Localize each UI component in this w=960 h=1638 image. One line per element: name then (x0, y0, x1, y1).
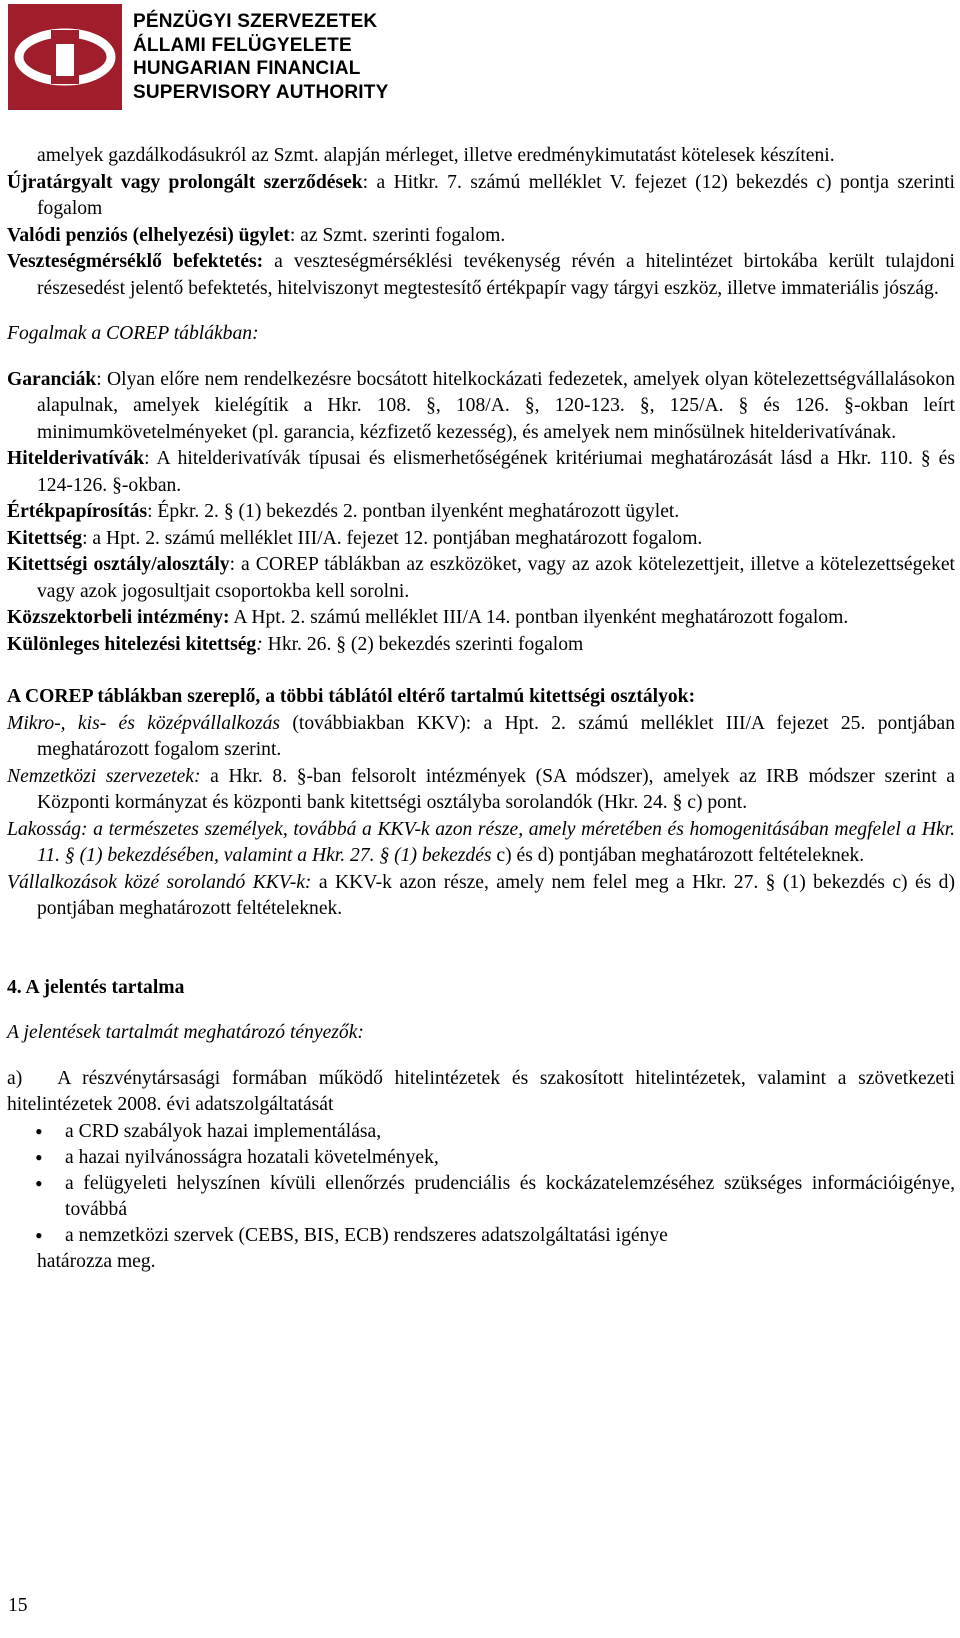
definition-kozszektorbeli (7, 605, 955, 632)
class-term: Vállalkozások közé sorolandó KKV-k: (7, 871, 312, 893)
definition-text: : a Hpt. 2. számú melléklet III/A. fejezet 12. pontjában meghatározott fogalom. (82, 527, 703, 549)
definition-colon: : (256, 633, 263, 655)
organization-name (133, 10, 388, 104)
section-4-heading: 4. A jelentés tartalma (7, 976, 185, 998)
definition-text: : Épkr. 2. § (1) bekezdés 2. pontban ilyenként meghatározott ügylet. (147, 501, 680, 522)
section-heading-classes: A COREP táblákban szereplő, a többi táblától eltérő tartalmú kitettségi osztályok: (7, 686, 696, 707)
class-term: Nemzetközi szervezetek: (7, 765, 201, 787)
logo-mark-icon (8, 4, 122, 110)
definition-term: Újratárgyalt vagy prolongált szerződések (7, 171, 363, 193)
org-name-line: ÁLLAMI FELÜGYELETE (133, 34, 352, 56)
org-name-line: SUPERVISORY AUTHORITY (133, 81, 389, 103)
definition-term: Kitettség (7, 527, 83, 549)
class-text: a Hkr. 8. §-ban felsorolt intézmények (SA módszer), amelyek az IRB módszer szerint a Központi kormányzat és központi bank kitettségi osztályba sorolandók (Hkr. 24. § c) pont. (37, 765, 955, 813)
definition-term: Valódi penziós (elhelyezési) ügylet (7, 224, 290, 246)
definition-kitettsegi-osztaly (7, 552, 955, 605)
definition-continuation: amelyek gazdálkodásukról az Szmt. alapján mérleget, illetve eredménykimutatást kötelesek készíteni. (37, 145, 835, 166)
definition-vesztesegmersreklo (7, 249, 955, 302)
section-heading-corep: Fogalmak a COREP táblákban: (7, 323, 259, 344)
class-term: Mikro-, kis- és középvállalkozás (7, 712, 281, 734)
definition-text: a veszteségmérséklési tevékenység révén a hitelintézet birtokába került tulajdoni részesedést jelentő befektetés, hitelviszonyt megtestesítő értékpapír vagy tárgyi eszköz, illetve immateriális jószág. (37, 251, 955, 299)
definition-term: Közszektorbeli intézmény: (7, 607, 230, 628)
definition-text: : a Hitkr. 7. számú melléklet V. fejezet (12) bekezdés c) pontja szerinti fogalom (37, 171, 956, 219)
list-item: • a CRD szabályok hazai implementálása, (7, 1119, 955, 1145)
definition-term: Veszteségmérséklő befektetés: (7, 251, 264, 272)
definition-kulonleges (7, 632, 955, 659)
definition-text: : az Szmt. szerinti fogalom. (289, 224, 506, 246)
class-nemzetkozi (7, 764, 955, 817)
org-name-line: PÉNZÜGYI SZERVEZETEK (133, 11, 378, 32)
definition-text: : a COREP táblákban az eszközöket, vagy az azok kötelezettjeit, illetve a kötelezettségeket vagy azok jogosultjait csoportokba kell sorolni. (37, 554, 956, 602)
org-name-line: HUNGARIAN FINANCIAL (133, 58, 361, 79)
list-item: • a felügyeleti helyszínen kívüli ellenőrzés prudenciális és kockázatelemzéséhez szükséges információigénye, továbbá (7, 1171, 955, 1223)
definition-term: Garanciák (7, 368, 97, 390)
page-number: 15 (8, 1595, 28, 1616)
class-mikro (7, 711, 955, 764)
section-4-subheading: A jelentések tartalmát meghatározó tényezők: (7, 1022, 364, 1043)
definition-term: Hitelderivatívák (7, 448, 145, 469)
definition-ertekpapirositas (7, 499, 955, 526)
class-text: a KKV-k azon része, amely nem felel meg a Hkr. 27. § (1) bekezdés c) és d) pontjában meghatározott feltételeknek. (37, 871, 955, 919)
definition-garanciak (7, 367, 955, 447)
document-body (7, 143, 955, 1275)
list-item: • a hazai nyilvánosságra hozatali követelmények, (7, 1145, 955, 1171)
definition-text: A Hpt. 2. számú melléklet III/A 14. pontban ilyenként meghatározott fogalom. (229, 607, 849, 628)
definition-hitelderivativak (7, 446, 955, 499)
class-vallalkozasok (7, 870, 955, 923)
definition-text: : Olyan előre nem rendelkezésre bocsátott hitelkockázati fedezetek, amelyek olyan kötelezettségvállalásokon alapulnak, amelyek kielégítik a Hkr. 108. §, 108/A. §, 120-123. §, 125/A. § és 126. §-okban leírt minimumkövetelményeket (pl. garancia, kézfizető kezesség), és amelyek nem minősülnek hitelderivatívának. (37, 368, 955, 443)
psza-logo-icon (8, 4, 122, 110)
definition-text: : A hitelderivatívák típusai és elismerhetőségének kritériumai meghatározását lásd a Hkr. 110. § és 124-126. §-okban. (37, 448, 955, 496)
definition-term: Különleges hitelezési kitettség (7, 633, 257, 655)
definition-text: Hkr. 26. § (2) bekezdés szerinti fogalom (262, 633, 584, 655)
closing-text: határozza meg. (37, 1250, 156, 1272)
definition-valodi-penzios (7, 223, 955, 250)
class-lakossag (7, 817, 955, 870)
class-text: (továbbiakban KKV): a Hpt. 2. számú melléklet III/A fejezet 25. pontjában meghatározott fogalom szerint. (37, 712, 955, 760)
class-term: Lakosság: a természetes személyek, továbbá a KKV-k azon része, amely méretében és homogenitásában megfelel a Hkr. 11. § (1) bekezdésében, valamint a Hkr. 27. § (1) bekezdés (7, 818, 955, 866)
list-item: • a nemzetközi szervek (CEBS, BIS, ECB) rendszeres adatszolgáltatási igénye (7, 1223, 955, 1249)
paragraph-a: a) A részvénytársasági formában működő hitelintézetek és szakosított hitelintézetek, valamint a szövetkezeti hitelintézetek 2008. évi adatszolgáltatását (7, 1067, 955, 1115)
definition-term: Értékpapírosítás (7, 501, 148, 522)
definition-ujratargyalt (7, 170, 955, 223)
definition-kitettseg (7, 526, 955, 553)
definition-term: Kitettségi osztály/alosztály (7, 554, 230, 575)
class-text: c) és d) pontjában meghatározott feltételeknek. (491, 845, 865, 866)
factor-list (7, 1119, 955, 1249)
